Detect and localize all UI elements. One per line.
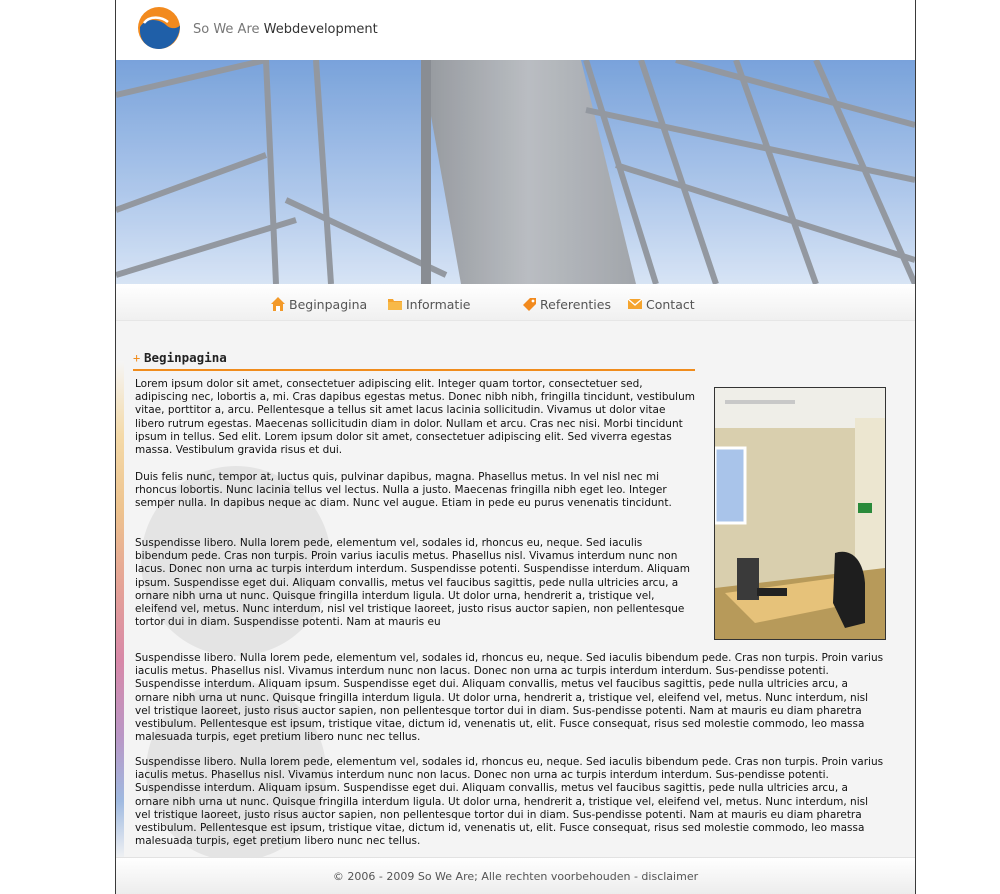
nav-item-contact[interactable] — [627, 296, 695, 312]
nav-item-beginpagina[interactable] — [270, 296, 367, 312]
footer — [116, 857, 915, 894]
nav-label-informatie: Informatie — [406, 297, 471, 312]
logo-mark-icon — [136, 5, 182, 51]
home-icon — [270, 296, 286, 312]
footer-copyright: © 2006 - 2009 So We Are; Alle rechten voorbehouden - disclaimer — [332, 870, 699, 883]
banner-image — [116, 60, 915, 284]
nav-label-contact: Contact — [646, 297, 695, 312]
logo-text-light: So We Are — [193, 22, 260, 37]
logo-text-bold: Webdevelopment — [263, 22, 378, 37]
folder-icon — [387, 296, 403, 312]
header — [116, 0, 915, 60]
page-title: Beginpagina — [144, 350, 227, 365]
paragraph-2: Duis felis nunc, tempor at, luctus quis, pulvinar dapibus, magna. Phasellus metus. In vel nisl nec mi rhoncus lobortis. Nunc lacinia tellus vel lectus. Nulla a justo. Maecenas fringilla nibh eget leo. Integer semper nulla. In dapibus neque ac diam. Nunc vel augue. Etiam in pede eu purus venenatis tincidunt. — [135, 471, 672, 510]
main-content — [116, 321, 915, 857]
tag-icon — [521, 296, 537, 312]
nav-item-informatie[interactable] — [387, 296, 470, 312]
paragraph-3: Suspendisse libero. Nulla lorem pede, elementum vel, sodales id, rhoncus eu, neque. Sed iaculis bibendum pede. Cras non turpis. Proin varius iaculis metus. Phasellus nisl. Vivamus interdum nunc non lacus. Donec non urna ac turpis interdum interdum. Suspendisse potenti. Suspendisse interdum. Aliquam ipsum. Suspendisse eget dui. Aliquam convallis, metus vel faucibus sagittis, pede nulla ultricies arcu, a ornare nibh urna ut nunc. Quisque fringilla interdum ligula. Ut dolor urna, hendrerit a, tristique vel, eleifend vel, metus. Nunc interdum, nisl vel tristique laoreet, justo risus auctor sapien, non pellentesque tortor dui in diam. Suspendisse potenti. Nam at mauris eu — [135, 537, 690, 629]
paragraph-5: Suspendisse libero. Nulla lorem pede, elementum vel, sodales id, rhoncus eu, neque. Sed iaculis bibendum pede. Cras non turpis. Proin varius iaculis metus. Phasellus nisl. Vivamus interdum nunc non lacus. Donec non urna ac turpis interdum interdum. Sus-pendisse potenti. Suspendisse interdum. Aliquam ipsum. Suspendisse eget dui. Aliquam convallis, metus vel faucibus sagittis, pede nulla ultricies arcu, a ornare nibh urna ut nunc. Quisque fringilla interdum ligula. Ut dolor urna, hendrerit a, tristique vel, eleifend vel, metus. Nunc interdum, nisl vel tristique laoreet, justo risus auctor sapien, non pellentesque tortor dui in diam. Sus-pendisse potenti. Nam at mauris eu diam pharetra vestibulum. Pellentesque est ipsum, tristique vitae, dictum id, venenatis ut, elit. Fusce consequat, risus sed molestie commodo, leo massa malesuada turpis, eget pretium libero nunc nec tellus. — [135, 756, 884, 848]
main-nav — [116, 284, 915, 321]
paragraph-4: Suspendisse libero. Nulla lorem pede, elementum vel, sodales id, rhoncus eu, neque. Sed iaculis bibendum pede. Cras non turpis. Proin varius iaculis metus. Phasellus nisl. Vivamus interdum nunc non lacus. Donec non urna ac turpis interdum interdum. Sus-pendisse potenti. Suspendisse interdum. Aliquam ipsum. Suspendisse eget dui. Aliquam convallis, metus vel faucibus sagittis, pede nulla ultricies arcu, a ornare nibh urna ut nunc. Quisque fringilla interdum ligula. Ut dolor urna, hendrerit a, tristique vel, eleifend vel, metus. Nunc interdum, nisl vel tristique laoreet, justo risus auctor sapien, non pellentesque tortor dui in diam. Sus-pendisse potenti. Nam at mauris eu diam pharetra vestibulum. Pellentesque est ipsum, tristique vitae, dictum id, venenatis ut, elit. Fusce consequat, risus sed molestie commodo, leo massa malesuada turpis, eget pretium libero nunc nec tellus. — [135, 652, 884, 744]
glass-building-illustration — [116, 60, 915, 284]
nav-label-beginpagina: Beginpagina — [289, 297, 368, 312]
envelope-icon — [627, 296, 643, 312]
page-container — [115, 0, 916, 894]
paragraph-1: Lorem ipsum dolor sit amet, consectetuer adipiscing elit. Integer quam tortor, consectetuer sed, adipiscing nec, lobortis a, mi. Cras dapibus egestas metus. Donec nibh nibh, fringilla tincidunt, vestibulum vitae, porttitor a, arcu. Pellentesque a tellus sit amet lacus lacinia sollicitudin. Vivamus ut dolor vitae libero rutrum egestas. Maecenas sollicitudin diam in dolor. Nullam et arcu. Cras nec nisi. Morbi tincidunt ipsum in tellus. Sed elit. Lorem ipsum dolor sit amet, consectetuer adipiscing elit. Sed viverra egestas massa. Vestibulum gravida risus et dui. — [135, 378, 695, 457]
color-stripe — [116, 361, 124, 861]
plus-icon: + — [133, 351, 141, 365]
office-illustration — [715, 388, 885, 639]
office-photo — [714, 387, 886, 640]
logo-link[interactable] — [116, 0, 416, 60]
nav-item-referenties[interactable] — [521, 296, 611, 312]
section-heading — [133, 349, 695, 371]
logo-text — [193, 22, 378, 37]
nav-label-referenties: Referenties — [540, 297, 611, 312]
